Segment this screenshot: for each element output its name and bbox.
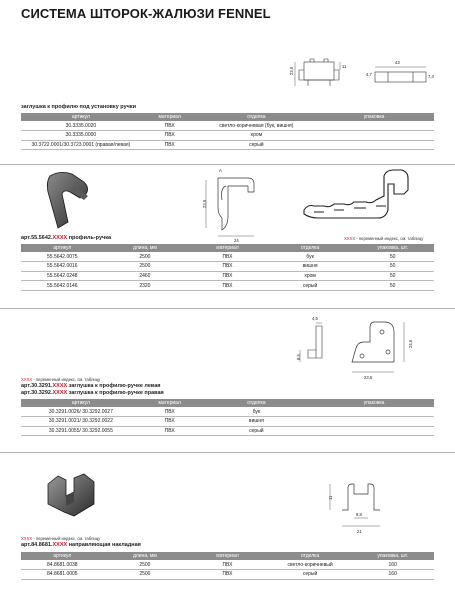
cell-article: 30.3335.0020: [21, 121, 141, 131]
section3-article-title-right: [21, 390, 164, 396]
handle-cap-front-drawing: [342, 318, 418, 386]
cell-packaging: 160: [351, 570, 434, 580]
dim-8-5: 8,5: [296, 354, 301, 360]
variable-index-code: XXXX: [344, 236, 356, 241]
table-row: [21, 281, 434, 291]
section1-table: [21, 113, 434, 150]
col-header-finish: отделка: [199, 399, 315, 407]
note-text: - переменный индекс, см. таблицу: [355, 236, 424, 241]
cell-packaging: [314, 140, 434, 150]
cell-article: 30.3291.0055/ 30.3292.0055: [21, 426, 141, 436]
variable-index-code: XXXX: [21, 377, 33, 382]
table-row: [21, 262, 434, 272]
cell-packaging: 50: [351, 262, 434, 272]
article-variable-code: XXXX: [52, 235, 68, 241]
table-row: [21, 570, 434, 580]
col-header-material: материал: [141, 113, 199, 121]
dim-24-5: 24,5: [408, 339, 413, 348]
table-row: [21, 426, 434, 436]
dim-11: 11: [342, 64, 347, 69]
cell-material: ПВХ: [141, 121, 199, 131]
cell-length: 2500: [104, 252, 187, 262]
cell-length: 2500: [104, 262, 187, 272]
cell-finish: вишня: [199, 417, 315, 427]
cell-finish: вишня: [269, 262, 352, 272]
table-header-row: [21, 113, 434, 121]
section-divider: [0, 452, 455, 453]
guide-rail-section-drawing: [318, 476, 398, 538]
cell-finish: серый: [199, 426, 315, 436]
cell-material: ПВХ: [186, 281, 269, 291]
cell-material: ПВХ: [141, 407, 199, 417]
cell-article: 84.8681.0038: [21, 560, 104, 570]
section3-note: [21, 377, 100, 382]
table-row: [21, 131, 434, 141]
article-prefix: арт.55.5642.: [21, 235, 53, 241]
table-row: [21, 560, 434, 570]
note-text: - переменный индекс, см. таблицу: [32, 536, 101, 541]
cell-packaging: [314, 407, 434, 417]
section2-article-title: [21, 235, 111, 241]
dim-4-7: 4,7: [366, 72, 372, 77]
article-name: заглушка к профилю-ручке левая: [67, 383, 161, 389]
cell-packaging: 50: [351, 252, 434, 262]
cell-material: ПВХ: [141, 417, 199, 427]
cell-finish: бук: [199, 407, 315, 417]
variable-index-code: XXXX: [21, 536, 33, 541]
section4-article-title: [21, 542, 141, 548]
dim-4-5: 4,5: [312, 316, 318, 321]
col-header-article: артикул: [21, 552, 104, 560]
dim-8-8: 8,8: [356, 512, 362, 517]
section3-article-title-left: [21, 383, 160, 389]
cell-article: 30.3335.0000: [21, 131, 141, 141]
col-header-material: материал: [186, 552, 269, 560]
cell-length: 2320: [104, 281, 187, 291]
article-prefix: арт.30.3291.: [21, 383, 53, 389]
cell-finish: светло-коричневый: [269, 560, 352, 570]
col-header-finish: отделка: [269, 552, 352, 560]
handle-cap-side-drawing: [288, 314, 348, 370]
dim-a-icon: A: [219, 168, 222, 173]
section2-note: [344, 236, 423, 241]
cell-material: ПВХ: [186, 570, 269, 580]
cell-finish: хром: [269, 271, 352, 281]
table-row: [21, 252, 434, 262]
article-prefix: арт.30.3292.: [21, 390, 53, 396]
table-row: [21, 407, 434, 417]
section3-table: [21, 399, 434, 436]
cell-article: 55.5642.0146: [21, 281, 104, 291]
cell-finish: серый: [269, 570, 352, 580]
cell-finish: хром: [199, 131, 315, 141]
table-row: [21, 417, 434, 427]
cell-finish: светло-коричневая (бук, вишня): [199, 121, 315, 131]
article-name: направляющая накладная: [67, 542, 141, 548]
table-row: [21, 121, 434, 131]
handle-profile-section-drawing: [196, 164, 268, 244]
article-prefix: арт.84.8681.: [21, 542, 53, 548]
article-name: профиль-ручка: [67, 235, 112, 241]
dim-23-5-cap: 23,5: [364, 375, 373, 380]
note-text: - переменный индекс, см. таблицу: [32, 377, 101, 382]
blind-assembly-drawing: [300, 168, 440, 232]
col-header-packaging: упаковка, шт.: [351, 244, 434, 252]
cell-packaging: [314, 121, 434, 131]
table-header-row: [21, 552, 434, 560]
section2-table: [21, 244, 434, 291]
dim-21: 21: [357, 529, 362, 534]
cell-article: 30.3722.0001/30.3723.0001 (правая/левая): [21, 140, 141, 150]
guide-rail-3d-image: [42, 470, 104, 530]
end-cap-drawing-top: [366, 58, 436, 92]
dim-43: 43: [395, 60, 400, 65]
dim-23-5: 23,5: [289, 66, 294, 75]
article-name: заглушка к профилю-ручке правая: [67, 390, 164, 396]
dim-7-4: 7,4: [428, 74, 434, 79]
table-header-row: [21, 399, 434, 407]
table-row: [21, 271, 434, 281]
cell-packaging: [314, 426, 434, 436]
cell-material: ПВХ: [141, 140, 199, 150]
col-header-length: длина, мм: [104, 552, 187, 560]
col-header-material: материал: [186, 244, 269, 252]
col-header-packaging: упаковка: [314, 399, 434, 407]
section4-table: [21, 552, 434, 580]
col-header-article: артикул: [21, 113, 141, 121]
cell-length: 2500: [104, 560, 187, 570]
cell-material: ПВХ: [186, 262, 269, 272]
col-header-length: длина, мм: [104, 244, 187, 252]
table-row: [21, 140, 434, 150]
cell-material: ПВХ: [186, 560, 269, 570]
cell-finish: бук: [269, 252, 352, 262]
cell-packaging: 50: [351, 271, 434, 281]
col-header-finish: отделка: [199, 113, 315, 121]
cell-article: 84.8681.0005: [21, 570, 104, 580]
col-header-finish: отделка: [269, 244, 352, 252]
article-variable-code: XXXX: [52, 542, 68, 548]
article-variable-code: XXXX: [52, 383, 68, 389]
section1-label: заглушка к профилю под установку ручки: [21, 104, 136, 110]
cell-packaging: [314, 131, 434, 141]
cell-article: 30.3291.0026/ 30.3292.0027: [21, 407, 141, 417]
cell-article: 30.3291.0021/ 30.3292.0022: [21, 417, 141, 427]
dim-23-5-profile: 23,5: [202, 199, 207, 208]
cell-material: ПВХ: [141, 131, 199, 141]
cell-length: 2500: [104, 570, 187, 580]
cell-finish: серый: [269, 281, 352, 291]
cell-material: ПВХ: [186, 271, 269, 281]
handle-profile-3d-image: [38, 170, 108, 232]
page-title: СИСТЕМА ШТОРОК-ЖАЛЮЗИ FENNEL: [21, 6, 271, 21]
section4-note: [21, 536, 100, 541]
cell-finish: серый: [199, 140, 315, 150]
col-header-packaging: упаковка, шт.: [351, 552, 434, 560]
end-cap-drawing-front: [288, 56, 358, 96]
cell-packaging: 50: [351, 281, 434, 291]
col-header-material: материал: [141, 399, 199, 407]
cell-article: 55.5642.0248: [21, 271, 104, 281]
cell-article: 55.5642.0075: [21, 252, 104, 262]
table-header-row: [21, 244, 434, 252]
cell-packaging: 160: [351, 560, 434, 570]
dim-24-profile: 24: [234, 238, 239, 243]
cell-material: ПВХ: [186, 252, 269, 262]
dim-11-rail: 11: [328, 495, 333, 500]
col-header-article: артикул: [21, 244, 104, 252]
article-variable-code: XXXX: [52, 390, 68, 396]
section-divider: [0, 308, 455, 309]
col-header-article: артикул: [21, 399, 141, 407]
cell-length: 2460: [104, 271, 187, 281]
col-header-packaging: упаковка: [314, 113, 434, 121]
cell-packaging: [314, 417, 434, 427]
cell-article: 55.5642.0016: [21, 262, 104, 272]
cell-material: ПВХ: [141, 426, 199, 436]
